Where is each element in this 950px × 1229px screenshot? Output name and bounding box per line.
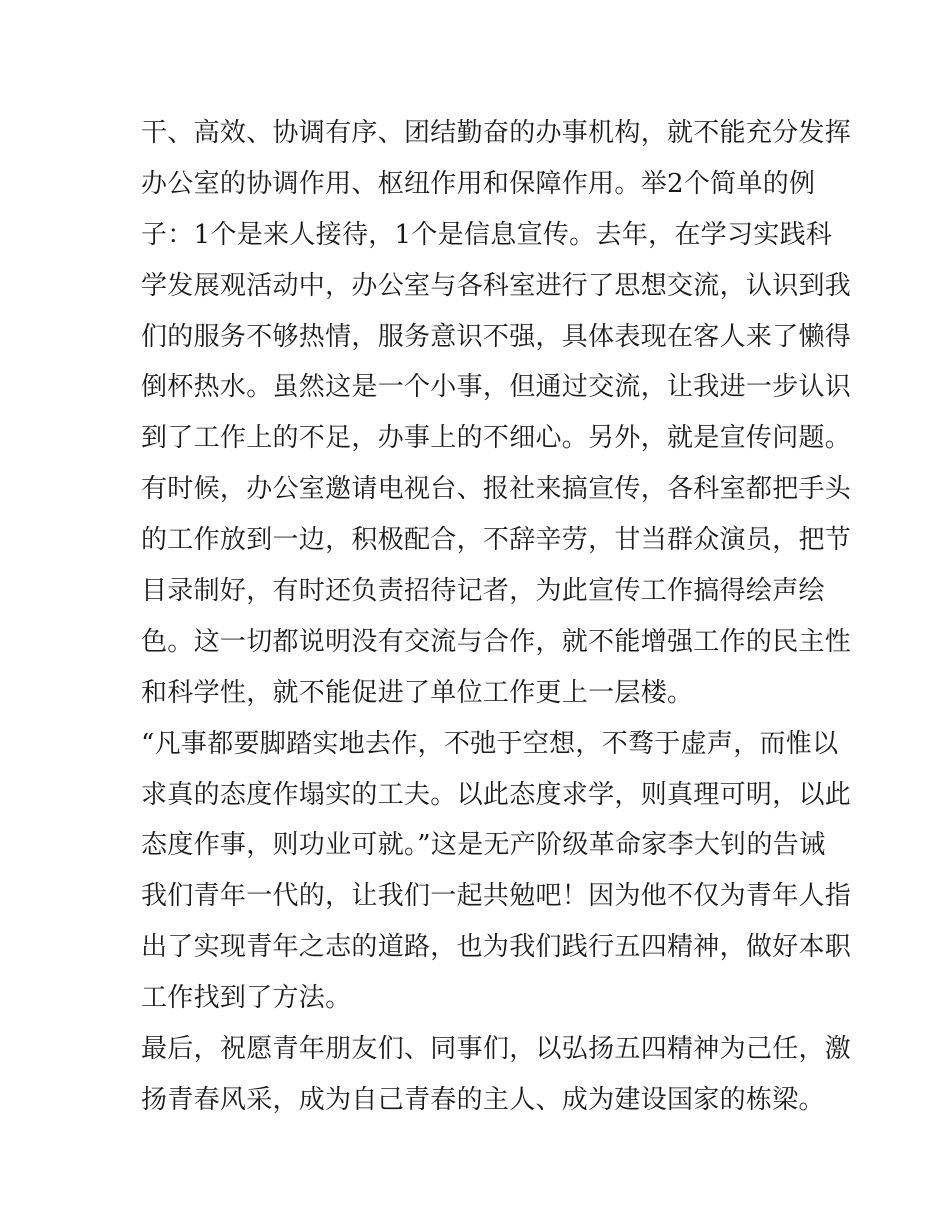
text-line: 色。这一切都说明没有交流与合作，就不能增强工作的民主性 <box>141 626 852 657</box>
text-line: “凡事都要脚踏实地去作，不弛于空想，不骛于虚声，而惟以 <box>141 728 839 759</box>
text-line: 和科学性，就不能促进了单位工作更上一层楼。 <box>141 677 694 708</box>
text-line: 学发展观活动中，办公室与各科室进行了思想交流，认识到我 <box>141 270 852 301</box>
text-line: 干、高效、协调有序、团结勤奋的办事机构，就不能充分发挥 <box>141 118 852 148</box>
text-line: 最后，祝愿青年朋友们、同事们，以弘扬五四精神为己任，激 <box>141 1034 852 1065</box>
text-line: 出了实现青年之志的道路，也为我们践行五四精神，做好本职 <box>141 932 852 963</box>
text-line: 求真的态度作塌实的工夫。以此态度求学，则真理可明，以此 <box>141 779 852 810</box>
text-line: 办公室的协调作用、枢纽作用和保障作用。举2个简单的例 <box>141 168 816 199</box>
text-line: 有时候，办公室邀请电视台、报社来搞宣传，各科室都把手头 <box>141 474 852 505</box>
text-line: 扬青春风采，成为自己青春的主人、成为建设国家的栋梁。 <box>141 1084 825 1115</box>
text-line: 态度作事，则功业可就。”这是无产阶级革命家李大钊的告诫 <box>141 830 826 861</box>
body-text <box>141 108 852 1126</box>
text-line: 工作找到了方法。 <box>141 983 352 1014</box>
text-line: 子：1个是来人接待，1个是信息宣传。去年，在学习实践科 <box>141 219 833 250</box>
text-line: 们的服务不够热情，服务意识不强，具体表现在客人来了懒得 <box>141 321 852 352</box>
text-line: 到了工作上的不足，办事上的不细心。另外，就是宣传问题。 <box>141 423 852 454</box>
text-line: 目录制好，有时还负责招待记者，为此宣传工作搞得绘声绘 <box>141 576 825 607</box>
text-line: 我们青年一代的，让我们一起共勉吧！因为他不仅为青年人指 <box>141 881 852 912</box>
text-line: 倒杯热水。虽然这是一个小事，但通过交流，让我进一步认识 <box>141 372 852 403</box>
text-line: 的工作放到一边，积极配合，不辞辛劳，甘当群众演员，把节 <box>141 525 852 556</box>
